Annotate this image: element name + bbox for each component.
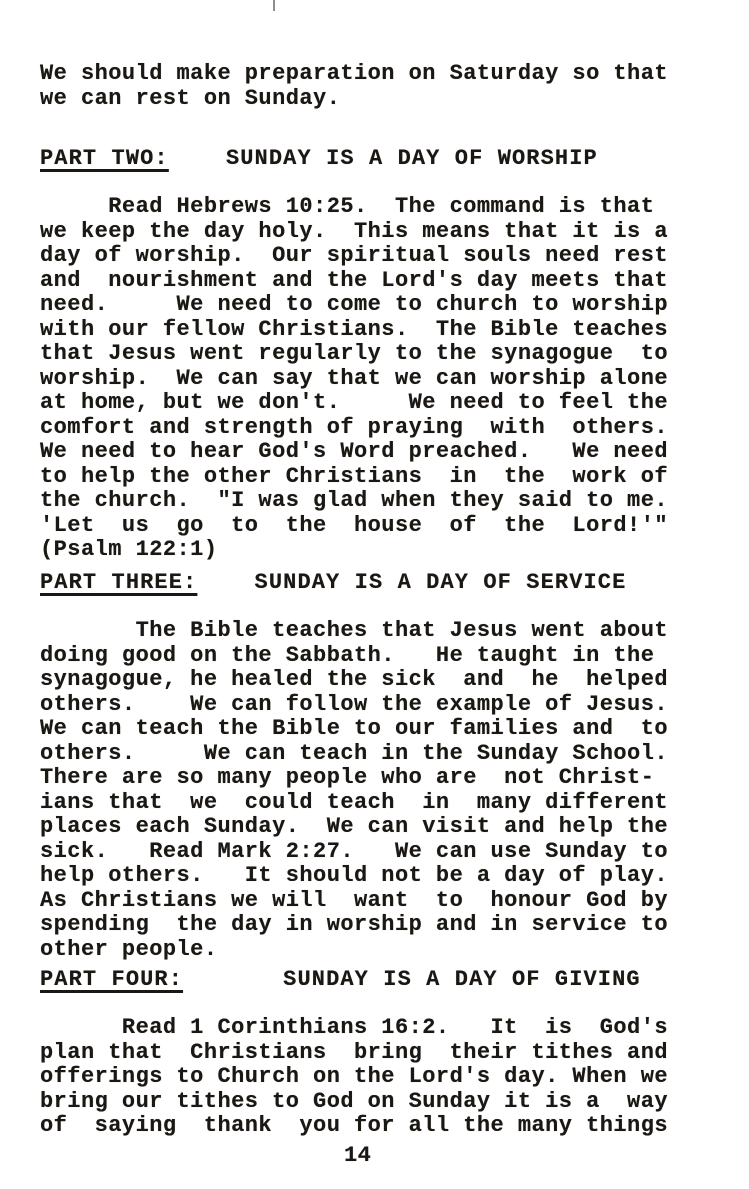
page-number: 14 [344,1143,372,1168]
part-two-title: SUNDAY IS A DAY OF WORSHIP [225,146,598,171]
heading-gap [169,146,226,171]
intro-paragraph: We should make preparation on Saturday so that we can rest on Sunday. [40,61,668,111]
heading-gap [197,570,254,595]
part-three-label: PART THREE: [40,570,198,595]
heading-gap [183,967,283,992]
body-paragraph-giving: Read 1 Corinthians 16:2. It is God's plan that Christians bring their tithes and offerings to Church on the Lord's day. When we bring our tithes to God on Sunday it is a way of saying thank you for all the many things [40,1015,668,1138]
section-heading-part-four [40,968,641,993]
scan-artifact [273,0,275,11]
section-heading-part-two [40,147,598,172]
body-paragraph-worship: Read Hebrews 10:25. The command is that we keep the day holy. This means that it is a day of worship. Our spiritual souls need rest and nourishment and the Lord's day meets that need. We need to come to church to worship with our fellow Christians. The Bible teaches that Jesus went regularly to the synagogue to worship. We can say that we can worship alone at home, but we don't. We need to feel the comfort and strength of praying with others. We need to hear God's Word preached. We need to help the other Christians in the work of the church. "I was glad when they said to me. 'Let us go to the house of the Lord!'" (Psalm 122:1) [40,194,668,562]
section-heading-part-three [40,571,626,596]
part-three-title: SUNDAY IS A DAY OF SERVICE [254,570,627,595]
body-paragraph-service: The Bible teaches that Jesus went about doing good on the Sabbath. He taught in the synagogue, he healed the sick and he helped others. We can follow the example of Jesus. We can teach the Bible to our families and to others. We can teach in the Sunday School. There are so many people who are not Christ- ians that we could teach in many different places each Sunday. We can visit and help the sick. Read Mark 2:27. We can use Sunday to help others. It should not be a day of play. As Christians we will want to honour God by spending the day in worship and in service to other people. [40,618,668,962]
part-two-label: PART TWO: [40,146,169,171]
part-four-label: PART FOUR: [40,967,184,992]
part-four-title: SUNDAY IS A DAY OF GIVING [283,967,641,992]
